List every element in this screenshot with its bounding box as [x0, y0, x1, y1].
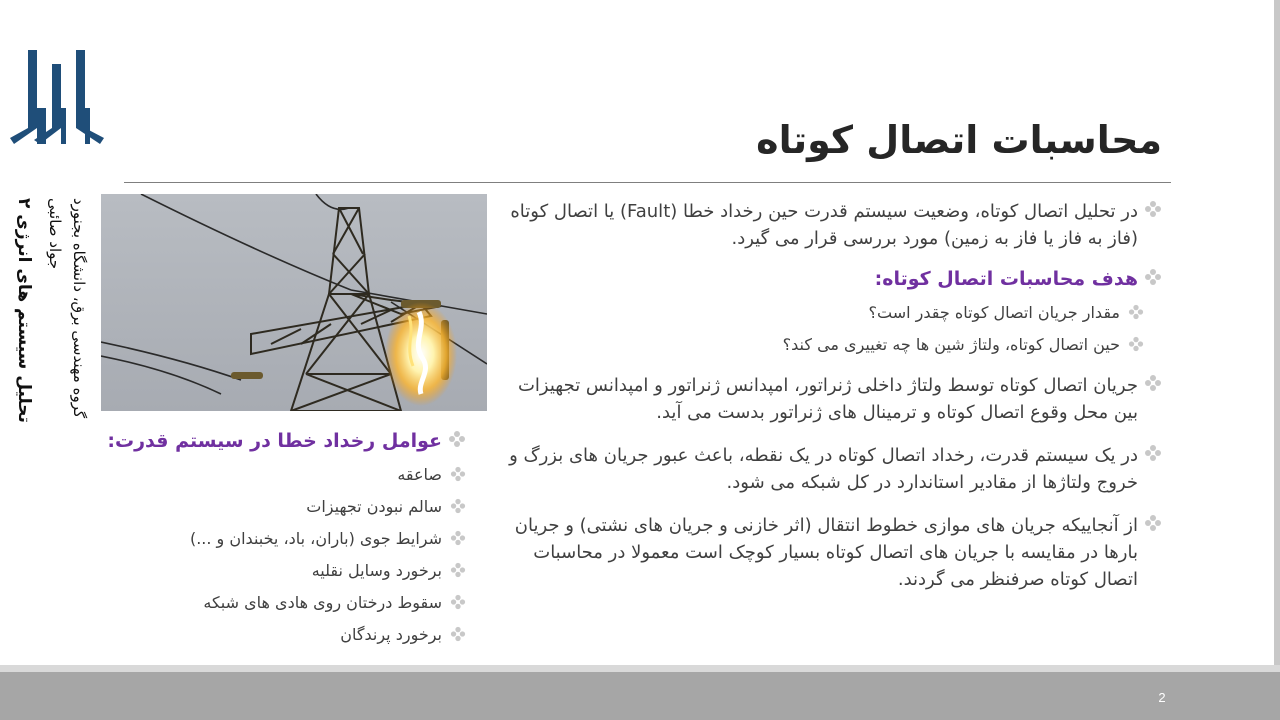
cause-item: [106, 592, 466, 614]
vertical-caption: [14, 198, 94, 478]
cause-item: [106, 464, 466, 486]
list-item: [502, 512, 1162, 593]
transmission-tower-photo: [101, 194, 487, 411]
cause-label: برخورد پرندگان: [340, 625, 442, 644]
list-item: [502, 372, 1162, 426]
list-item: [502, 198, 1162, 252]
cause-label: صاعقه: [397, 465, 442, 484]
fault-causes: [106, 428, 466, 646]
diamond-bullet-icon: [448, 466, 466, 484]
list-item: [502, 266, 1162, 292]
list-item: [106, 428, 466, 454]
diamond-bullet-icon: [448, 562, 466, 580]
list-item: [502, 302, 1144, 324]
goal-item-2: حین اتصال کوتاه، ولتاژ شین ها چه تغییری می کند؟: [782, 335, 1120, 354]
neglect-paragraph: از آنجاییکه جریان های موازی خطوط انتقال (اثر خازنی و جریان های نشتی) و جریان بارها در مقایسه با جریان های اتصال کوتاه بسیار کوچک است معمولا در محاسبات اتصال کوتاه صرفنظر می گردند.: [514, 515, 1138, 590]
cause-label: سالم نبودن تجهیزات: [306, 497, 442, 516]
footer-band-light: [0, 665, 1280, 672]
diamond-bullet-icon: [1126, 336, 1144, 354]
goal-heading: هدف محاسبات اتصال کوتاه:: [874, 268, 1138, 290]
cause-label: شرایط جوی (باران، باد، یخبندان و ...): [189, 529, 442, 548]
cause-item: [106, 560, 466, 582]
diamond-bullet-icon: [1144, 374, 1162, 392]
cause-item: [106, 528, 466, 550]
cause-label: سقوط درختان روی هادی های شبکه: [203, 593, 442, 612]
diamond-bullet-icon: [448, 530, 466, 548]
cause-item: [106, 496, 466, 518]
diamond-bullet-icon: [448, 430, 466, 448]
diamond-bullet-icon: [1126, 304, 1144, 322]
diamond-bullet-icon: [448, 594, 466, 612]
page-number: 2: [1158, 690, 1166, 705]
diamond-bullet-icon: [1144, 200, 1162, 218]
current-paragraph: جریان اتصال کوتاه توسط ولتاژ داخلی ژنراتور، امپدانس ژنراتور و امپدانس تجهیزات بین محل وقوع اتصال کوتاه و ترمینال های ژنراتور بدست می آید.: [517, 375, 1138, 423]
department-name: گروه مهندسی برق، دانشگاه بجنورد: [70, 198, 88, 419]
cause-item: [106, 624, 466, 646]
diamond-bullet-icon: [1144, 268, 1162, 286]
title-divider: [124, 182, 1171, 183]
intro-text: در تحلیل اتصال کوتاه، وضعیت سیستم قدرت حین رخداد خطا (Fault) یا اتصال کوتاه (فاز به فاز یا فاز به زمین) مورد بررسی قرار می گیرد.: [510, 201, 1138, 249]
diamond-bullet-icon: [1144, 514, 1162, 532]
diamond-bullet-icon: [448, 626, 466, 644]
main-content: [502, 198, 1162, 593]
university-logo: [10, 48, 104, 146]
diamond-bullet-icon: [448, 498, 466, 516]
diamond-bullet-icon: [1144, 444, 1162, 462]
causes-heading: عوامل رخداد خطا در سیستم قدرت:: [107, 430, 442, 452]
goal-item-1: مقدار جریان اتصال کوتاه چقدر است؟: [868, 303, 1120, 322]
network-paragraph: در یک سیستم قدرت، رخداد اتصال کوتاه در یک نقطه، باعث عبور جریان های بزرگ و خروج ولتاژها از مقادیر استاندارد در کل شبکه می شود.: [509, 445, 1138, 493]
cause-label: برخورد وسایل نقلیه: [311, 561, 442, 580]
slide-title: محاسبات اتصال کوتاه: [756, 118, 1162, 162]
slide-edge: [1274, 0, 1280, 672]
footer-bar: [0, 672, 1280, 720]
author-name: جواد صائبی: [46, 198, 64, 270]
list-item: [502, 334, 1144, 356]
list-item: [502, 442, 1162, 496]
course-name: تحلیل سیستم های انرژی ۲: [14, 198, 34, 423]
